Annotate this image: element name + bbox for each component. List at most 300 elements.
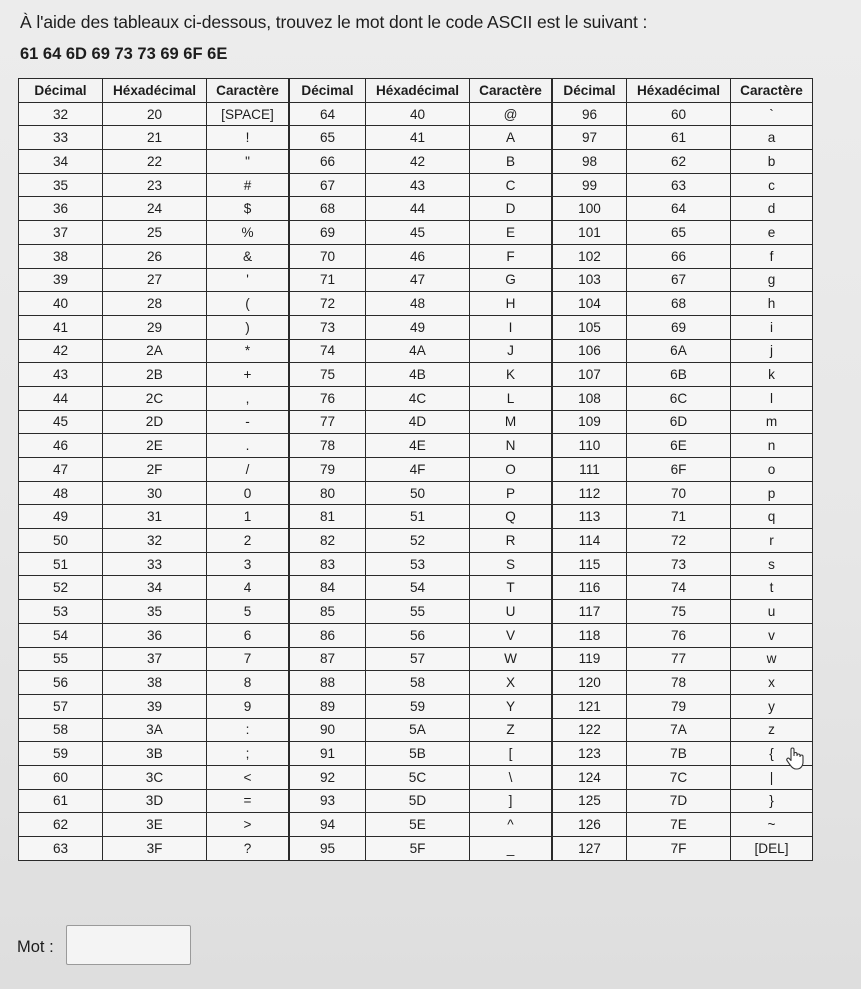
- cell-decimal: 81: [290, 505, 366, 529]
- table-row: [553, 742, 813, 766]
- cell-decimal: 50: [19, 529, 103, 553]
- cell-character: g: [731, 268, 813, 292]
- cell-hexadecimal: 5A: [366, 718, 470, 742]
- table-row: [553, 765, 813, 789]
- cell-decimal: 80: [290, 481, 366, 505]
- cell-decimal: 42: [19, 339, 103, 363]
- cell-decimal: 54: [19, 623, 103, 647]
- cell-decimal: 107: [553, 363, 627, 387]
- column-header-decimal: Décimal: [290, 79, 366, 103]
- cell-hexadecimal: 70: [627, 481, 731, 505]
- cell-decimal: 124: [553, 765, 627, 789]
- cell-decimal: 82: [290, 529, 366, 553]
- cell-character: ~: [731, 813, 813, 837]
- table-row: [290, 600, 552, 624]
- cell-hexadecimal: 44: [366, 197, 470, 221]
- table-row: [290, 481, 552, 505]
- cell-hexadecimal: 6A: [627, 339, 731, 363]
- cell-decimal: 66: [290, 150, 366, 174]
- cell-hexadecimal: 65: [627, 221, 731, 245]
- cell-decimal: 75: [290, 363, 366, 387]
- table-row: [290, 244, 552, 268]
- cell-decimal: 127: [553, 837, 627, 861]
- cell-decimal: 72: [290, 292, 366, 316]
- cell-hexadecimal: 32: [103, 529, 207, 553]
- table-row: [290, 742, 552, 766]
- table-row: [19, 386, 289, 410]
- cell-character: m: [731, 410, 813, 434]
- table-row: [19, 268, 289, 292]
- cell-character: N: [470, 434, 552, 458]
- cell-decimal: 126: [553, 813, 627, 837]
- cell-character: Z: [470, 718, 552, 742]
- cell-decimal: 93: [290, 789, 366, 813]
- cell-hexadecimal: 69: [627, 315, 731, 339]
- table-row: [19, 150, 289, 174]
- cell-character: Q: [470, 505, 552, 529]
- cell-character: Y: [470, 694, 552, 718]
- cell-character: k: [731, 363, 813, 387]
- cell-decimal: 102: [553, 244, 627, 268]
- cell-decimal: 114: [553, 529, 627, 553]
- cell-hexadecimal: 3D: [103, 789, 207, 813]
- cell-character: 6: [207, 623, 289, 647]
- cell-hexadecimal: 25: [103, 221, 207, 245]
- cell-hexadecimal: 79: [627, 694, 731, 718]
- table-row: [19, 221, 289, 245]
- table-row: [19, 718, 289, 742]
- cell-hexadecimal: 56: [366, 623, 470, 647]
- cell-character: j: [731, 339, 813, 363]
- cell-decimal: 77: [290, 410, 366, 434]
- column-header-character: Caractère: [731, 79, 813, 103]
- table-row: [290, 718, 552, 742]
- table-row: [553, 173, 813, 197]
- cell-decimal: 110: [553, 434, 627, 458]
- cell-hexadecimal: 2C: [103, 386, 207, 410]
- cell-decimal: 62: [19, 813, 103, 837]
- table-row: [19, 529, 289, 553]
- cell-hexadecimal: 50: [366, 481, 470, 505]
- cell-character: G: [470, 268, 552, 292]
- cell-decimal: 98: [553, 150, 627, 174]
- cell-character: -: [207, 410, 289, 434]
- cell-hexadecimal: 64: [627, 197, 731, 221]
- column-header-character: Caractère: [207, 79, 289, 103]
- cell-hexadecimal: 63: [627, 173, 731, 197]
- table-row: [19, 671, 289, 695]
- cell-decimal: 73: [290, 315, 366, 339]
- cell-hexadecimal: 60: [627, 102, 731, 126]
- cell-hexadecimal: 37: [103, 647, 207, 671]
- cell-character: O: [470, 458, 552, 482]
- cell-decimal: 49: [19, 505, 103, 529]
- column-header-decimal: Décimal: [19, 79, 103, 103]
- table-row: [19, 813, 289, 837]
- table-row: [553, 410, 813, 434]
- cell-hexadecimal: 5C: [366, 765, 470, 789]
- cell-character: :: [207, 718, 289, 742]
- table-row: [19, 600, 289, 624]
- cell-hexadecimal: 6F: [627, 458, 731, 482]
- cell-character: ]: [470, 789, 552, 813]
- cell-character: *: [207, 339, 289, 363]
- cell-decimal: 125: [553, 789, 627, 813]
- cell-hexadecimal: 7F: [627, 837, 731, 861]
- table-row: [553, 837, 813, 861]
- table-row: [290, 434, 552, 458]
- column-header-decimal: Décimal: [553, 79, 627, 103]
- cell-character: a: [731, 126, 813, 150]
- cell-decimal: 99: [553, 173, 627, 197]
- cell-hexadecimal: 26: [103, 244, 207, 268]
- cell-character: [DEL]: [731, 837, 813, 861]
- cell-decimal: 71: [290, 268, 366, 292]
- cell-hexadecimal: 57: [366, 647, 470, 671]
- cell-hexadecimal: 3E: [103, 813, 207, 837]
- cell-decimal: 45: [19, 410, 103, 434]
- cell-character: =: [207, 789, 289, 813]
- cell-hexadecimal: 47: [366, 268, 470, 292]
- cell-hexadecimal: 3F: [103, 837, 207, 861]
- cell-decimal: 60: [19, 765, 103, 789]
- table-row: [290, 173, 552, 197]
- table-row: [290, 789, 552, 813]
- table-row: [19, 197, 289, 221]
- table-row: [290, 197, 552, 221]
- cell-character: !: [207, 126, 289, 150]
- cell-hexadecimal: 42: [366, 150, 470, 174]
- table-row: [553, 623, 813, 647]
- cell-decimal: 100: [553, 197, 627, 221]
- table-row: [290, 505, 552, 529]
- cell-hexadecimal: 45: [366, 221, 470, 245]
- cell-hexadecimal: 3A: [103, 718, 207, 742]
- cell-hexadecimal: 5B: [366, 742, 470, 766]
- cell-decimal: 43: [19, 363, 103, 387]
- cell-character: n: [731, 434, 813, 458]
- cell-character: F: [470, 244, 552, 268]
- table-row: [19, 363, 289, 387]
- cell-character: ': [207, 268, 289, 292]
- cell-decimal: 120: [553, 671, 627, 695]
- table-row: [19, 173, 289, 197]
- cell-decimal: 61: [19, 789, 103, 813]
- cell-hexadecimal: 76: [627, 623, 731, 647]
- cell-hexadecimal: 39: [103, 694, 207, 718]
- cell-decimal: 88: [290, 671, 366, 695]
- cell-character: X: [470, 671, 552, 695]
- table-header-row: [290, 79, 552, 103]
- cell-hexadecimal: 5E: [366, 813, 470, 837]
- cell-decimal: 89: [290, 694, 366, 718]
- cell-hexadecimal: 48: [366, 292, 470, 316]
- cell-hexadecimal: 49: [366, 315, 470, 339]
- cell-decimal: 55: [19, 647, 103, 671]
- cell-hexadecimal: 4C: [366, 386, 470, 410]
- cell-character: _: [470, 837, 552, 861]
- cell-hexadecimal: 7C: [627, 765, 731, 789]
- cell-hexadecimal: 3B: [103, 742, 207, 766]
- cell-decimal: 94: [290, 813, 366, 837]
- cell-hexadecimal: 52: [366, 529, 470, 553]
- table-row: [19, 623, 289, 647]
- cell-decimal: 111: [553, 458, 627, 482]
- cell-character: L: [470, 386, 552, 410]
- table-row: [290, 292, 552, 316]
- cell-hexadecimal: 53: [366, 552, 470, 576]
- cell-decimal: 74: [290, 339, 366, 363]
- cell-decimal: 51: [19, 552, 103, 576]
- cell-decimal: 35: [19, 173, 103, 197]
- table-row: [19, 244, 289, 268]
- cell-hexadecimal: 6D: [627, 410, 731, 434]
- cell-decimal: 76: [290, 386, 366, 410]
- cell-hexadecimal: 54: [366, 576, 470, 600]
- cell-character: ,: [207, 386, 289, 410]
- cell-character: 2: [207, 529, 289, 553]
- cell-decimal: 83: [290, 552, 366, 576]
- table-row: [553, 481, 813, 505]
- table-row: [19, 339, 289, 363]
- cell-character: o: [731, 458, 813, 482]
- cell-character: [SPACE]: [207, 102, 289, 126]
- cell-decimal: 90: [290, 718, 366, 742]
- cell-hexadecimal: 6E: [627, 434, 731, 458]
- cell-decimal: 95: [290, 837, 366, 861]
- mouse-pointer-icon: [786, 747, 808, 771]
- cell-character: f: [731, 244, 813, 268]
- table-row: [19, 315, 289, 339]
- cell-character: r: [731, 529, 813, 553]
- table-row: [19, 647, 289, 671]
- cell-decimal: 113: [553, 505, 627, 529]
- cell-decimal: 53: [19, 600, 103, 624]
- table-row: [553, 813, 813, 837]
- cell-decimal: 52: [19, 576, 103, 600]
- table-row: [290, 102, 552, 126]
- table-body: [290, 102, 552, 860]
- cell-decimal: 112: [553, 481, 627, 505]
- table-row: [19, 837, 289, 861]
- cell-hexadecimal: 7E: [627, 813, 731, 837]
- cell-character: v: [731, 623, 813, 647]
- cell-hexadecimal: 46: [366, 244, 470, 268]
- cell-character: }: [731, 789, 813, 813]
- cell-decimal: 122: [553, 718, 627, 742]
- cell-hexadecimal: 2E: [103, 434, 207, 458]
- cell-hexadecimal: 33: [103, 552, 207, 576]
- cell-hexadecimal: 21: [103, 126, 207, 150]
- cell-character: q: [731, 505, 813, 529]
- column-header-character: Caractère: [470, 79, 552, 103]
- cell-hexadecimal: 75: [627, 600, 731, 624]
- table-row: [553, 386, 813, 410]
- cell-hexadecimal: 59: [366, 694, 470, 718]
- table-row: [290, 576, 552, 600]
- cell-hexadecimal: 2B: [103, 363, 207, 387]
- cell-decimal: 47: [19, 458, 103, 482]
- cell-character: U: [470, 600, 552, 624]
- table-row: [290, 813, 552, 837]
- cell-decimal: 115: [553, 552, 627, 576]
- cell-decimal: 70: [290, 244, 366, 268]
- cell-hexadecimal: 78: [627, 671, 731, 695]
- table-row: [290, 221, 552, 245]
- table-row: [553, 244, 813, 268]
- table-row: [553, 576, 813, 600]
- cell-character: \: [470, 765, 552, 789]
- table-row: [290, 315, 552, 339]
- table-row: [290, 268, 552, 292]
- cell-character: |: [731, 765, 813, 789]
- cell-decimal: 48: [19, 481, 103, 505]
- cell-character: [: [470, 742, 552, 766]
- cell-decimal: 37: [19, 221, 103, 245]
- cell-decimal: 33: [19, 126, 103, 150]
- table-row: [553, 363, 813, 387]
- table-row: [553, 102, 813, 126]
- table-row: [19, 694, 289, 718]
- cell-decimal: 34: [19, 150, 103, 174]
- cell-decimal: 64: [290, 102, 366, 126]
- table-row: [19, 481, 289, 505]
- table-row: [290, 386, 552, 410]
- cell-character: C: [470, 173, 552, 197]
- cell-hexadecimal: 43: [366, 173, 470, 197]
- table-row: [553, 694, 813, 718]
- table-row: [553, 458, 813, 482]
- cell-hexadecimal: 3C: [103, 765, 207, 789]
- cell-decimal: 101: [553, 221, 627, 245]
- table-row: [553, 552, 813, 576]
- cell-decimal: 105: [553, 315, 627, 339]
- table-row: [553, 718, 813, 742]
- cell-character: 8: [207, 671, 289, 695]
- cell-hexadecimal: 29: [103, 315, 207, 339]
- cell-character: @: [470, 102, 552, 126]
- table-row: [290, 552, 552, 576]
- cell-character: 3: [207, 552, 289, 576]
- cell-character: ;: [207, 742, 289, 766]
- cell-character: I: [470, 315, 552, 339]
- cell-decimal: 92: [290, 765, 366, 789]
- cell-decimal: 39: [19, 268, 103, 292]
- cell-decimal: 40: [19, 292, 103, 316]
- cell-decimal: 96: [553, 102, 627, 126]
- cell-character: e: [731, 221, 813, 245]
- cell-decimal: 38: [19, 244, 103, 268]
- cell-hexadecimal: 58: [366, 671, 470, 695]
- cell-decimal: 91: [290, 742, 366, 766]
- cell-hexadecimal: 4D: [366, 410, 470, 434]
- table-row: [553, 150, 813, 174]
- cell-hexadecimal: 23: [103, 173, 207, 197]
- cell-decimal: 116: [553, 576, 627, 600]
- cell-character: B: [470, 150, 552, 174]
- cell-decimal: 36: [19, 197, 103, 221]
- cell-decimal: 108: [553, 386, 627, 410]
- cell-character: 5: [207, 600, 289, 624]
- cell-character: M: [470, 410, 552, 434]
- cell-hexadecimal: 4B: [366, 363, 470, 387]
- cell-character: 1: [207, 505, 289, 529]
- cell-decimal: 117: [553, 600, 627, 624]
- cell-character: b: [731, 150, 813, 174]
- cell-character: W: [470, 647, 552, 671]
- cell-character: i: [731, 315, 813, 339]
- table-row: [19, 505, 289, 529]
- cell-decimal: 46: [19, 434, 103, 458]
- cell-hexadecimal: 5F: [366, 837, 470, 861]
- table-row: [19, 292, 289, 316]
- table-row: [19, 410, 289, 434]
- cell-hexadecimal: 67: [627, 268, 731, 292]
- table-row: [290, 339, 552, 363]
- table-row: [553, 647, 813, 671]
- cell-hexadecimal: 7B: [627, 742, 731, 766]
- cell-decimal: 78: [290, 434, 366, 458]
- table-row: [19, 102, 289, 126]
- table-row: [553, 671, 813, 695]
- cell-decimal: 121: [553, 694, 627, 718]
- cell-hexadecimal: 28: [103, 292, 207, 316]
- cell-character: w: [731, 647, 813, 671]
- cell-hexadecimal: 77: [627, 647, 731, 671]
- cell-hexadecimal: 68: [627, 292, 731, 316]
- cell-character: 4: [207, 576, 289, 600]
- cell-hexadecimal: 24: [103, 197, 207, 221]
- cell-decimal: 104: [553, 292, 627, 316]
- cell-character: l: [731, 386, 813, 410]
- cell-decimal: 106: [553, 339, 627, 363]
- cell-hexadecimal: 41: [366, 126, 470, 150]
- cell-hexadecimal: 62: [627, 150, 731, 174]
- cell-character: $: [207, 197, 289, 221]
- instruction-text: À l'aide des tableaux ci-dessous, trouvez le mot dont le code ASCII est le suivant :: [20, 12, 648, 32]
- cell-decimal: 41: [19, 315, 103, 339]
- cell-character: 0: [207, 481, 289, 505]
- table-row: [290, 671, 552, 695]
- table-row: [290, 647, 552, 671]
- cell-character: V: [470, 623, 552, 647]
- cell-character: ^: [470, 813, 552, 837]
- cell-decimal: 109: [553, 410, 627, 434]
- cell-hexadecimal: 72: [627, 529, 731, 553]
- answer-word-input[interactable]: [66, 925, 191, 965]
- table-row: [290, 765, 552, 789]
- cell-hexadecimal: 5D: [366, 789, 470, 813]
- table-row: [553, 339, 813, 363]
- cell-character: >: [207, 813, 289, 837]
- cell-character: %: [207, 221, 289, 245]
- cell-decimal: 87: [290, 647, 366, 671]
- cell-character: /: [207, 458, 289, 482]
- cell-character: h: [731, 292, 813, 316]
- table-row: [553, 126, 813, 150]
- cell-decimal: 85: [290, 600, 366, 624]
- cell-character: x: [731, 671, 813, 695]
- ascii-table-2: [289, 78, 552, 861]
- cell-character: E: [470, 221, 552, 245]
- cell-decimal: 44: [19, 386, 103, 410]
- cell-hexadecimal: 22: [103, 150, 207, 174]
- ascii-code-sequence: 61 64 6D 69 73 73 69 6F 6E: [20, 45, 228, 63]
- cell-decimal: 56: [19, 671, 103, 695]
- table-row: [553, 600, 813, 624]
- cell-hexadecimal: 4A: [366, 339, 470, 363]
- cell-decimal: 65: [290, 126, 366, 150]
